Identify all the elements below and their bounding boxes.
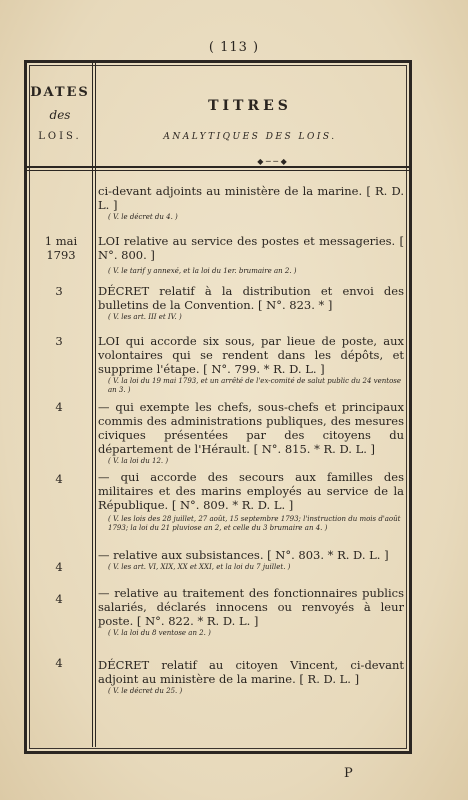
- entry-date: 4: [55, 400, 63, 414]
- entry-date: 4: [55, 656, 63, 670]
- entry-text: — relative aux subsistances. [ N°. 803. * R. D. L. ]: [98, 548, 389, 562]
- dates-header-line2: des: [49, 108, 71, 122]
- entry-date: 3: [55, 334, 63, 348]
- titles-header-line1: TITRES: [208, 98, 292, 114]
- entry-date: 4: [55, 560, 63, 574]
- page-number: ( 113 ): [208, 40, 260, 55]
- dates-header-line1: DATES: [30, 85, 90, 100]
- dates-column-header: [28, 82, 92, 148]
- header-rule: [24, 166, 412, 168]
- entry-note: ( V. la loi du 19 mai 1793, et un arrêté de l'ex-comité de salut public du 24 ventose an 3. ): [108, 377, 402, 394]
- catchword: P: [344, 766, 353, 781]
- entry: [98, 548, 404, 572]
- entry-text: ci-devant adjoints au ministère de la marine. [ R. D. L. ]: [98, 184, 404, 212]
- entry-text: LOI qui accorde six sous, par lieue de poste, aux volontaires qui se rendent dans les dépôts, et supprime l'étape. [ N°. 799. * R. D. L. ]: [98, 334, 404, 376]
- entry-text: LOI relative au service des postes et messageries. [ N°. 800. ]: [98, 234, 404, 262]
- header-rule-thin: [24, 170, 412, 171]
- entry-note: ( V. le décret du 25. ): [108, 687, 183, 695]
- entry-note: ( V. la loi du 12. ): [108, 457, 169, 465]
- entry-note: ( V. les lois des 28 juillet, 27 août, 15 septembre 1793; l'instruction du mois d'août 1793; la loi du 21 pluviose an 2, et celle du 3 brumaire an 4. ): [108, 515, 401, 532]
- entry-text: — qui accorde des secours aux familles des militaires et des marins employés au service de la République. [ N°. 809. * R. D. L. ]: [98, 470, 404, 512]
- entry-text: — relative au traitement des fonctionnaires publics salariés, déclarés innocens ou renvoyés à leur poste. [ N°. 822. * R. D. L. ]: [98, 586, 404, 628]
- entry-text: — qui exempte les chefs, sous-chefs et principaux commis des administrations publiques, des mesures civiques présentées par des citoyens du département de l'Hérault. [ N°. 815. * R. D. L. ]: [98, 400, 404, 456]
- entry-note: ( V. le tarif y annexé, et la loi du 1er. brumaire an 2. ): [108, 267, 297, 275]
- entry-text: DÉCRET relatif au citoyen Vincent, ci-devant adjoint au ministère de la marine. [ R. D. L. ]: [98, 658, 404, 686]
- titles-header-line2: ANALYTIQUES DES LOIS.: [163, 132, 337, 142]
- entry-note: ( V. la loi du 8 ventose an 2. ): [108, 629, 211, 637]
- entry-date: 3: [55, 284, 63, 298]
- entry: [98, 284, 404, 322]
- titles-column-header: [100, 92, 400, 146]
- entry: [98, 334, 404, 395]
- entry: [98, 184, 404, 222]
- entry: [98, 470, 404, 533]
- entry-date: 4: [55, 472, 63, 486]
- entry-note: ( V. les art. III et IV. ): [108, 313, 182, 321]
- entry: [98, 586, 404, 638]
- entry: [98, 658, 404, 696]
- entry: [98, 400, 404, 466]
- entry-text: DÉCRET relatif à la distribution et envoi des bulletins de la Convention. [ N°. 823. * ]: [98, 284, 404, 312]
- entry: [98, 234, 404, 276]
- entry-date: 4: [55, 592, 63, 606]
- ornament: ◆ ─ ─ ◆: [257, 157, 287, 166]
- entry-note: ( V. le décret du 4. ): [108, 213, 178, 221]
- entry-note: ( V. les art. VI, XIX, XX et XXI, et la loi du 7 juillet. ): [108, 563, 291, 571]
- entry-date: 1 mai 1793: [44, 234, 78, 262]
- dates-header-line3: LOIS.: [38, 131, 82, 142]
